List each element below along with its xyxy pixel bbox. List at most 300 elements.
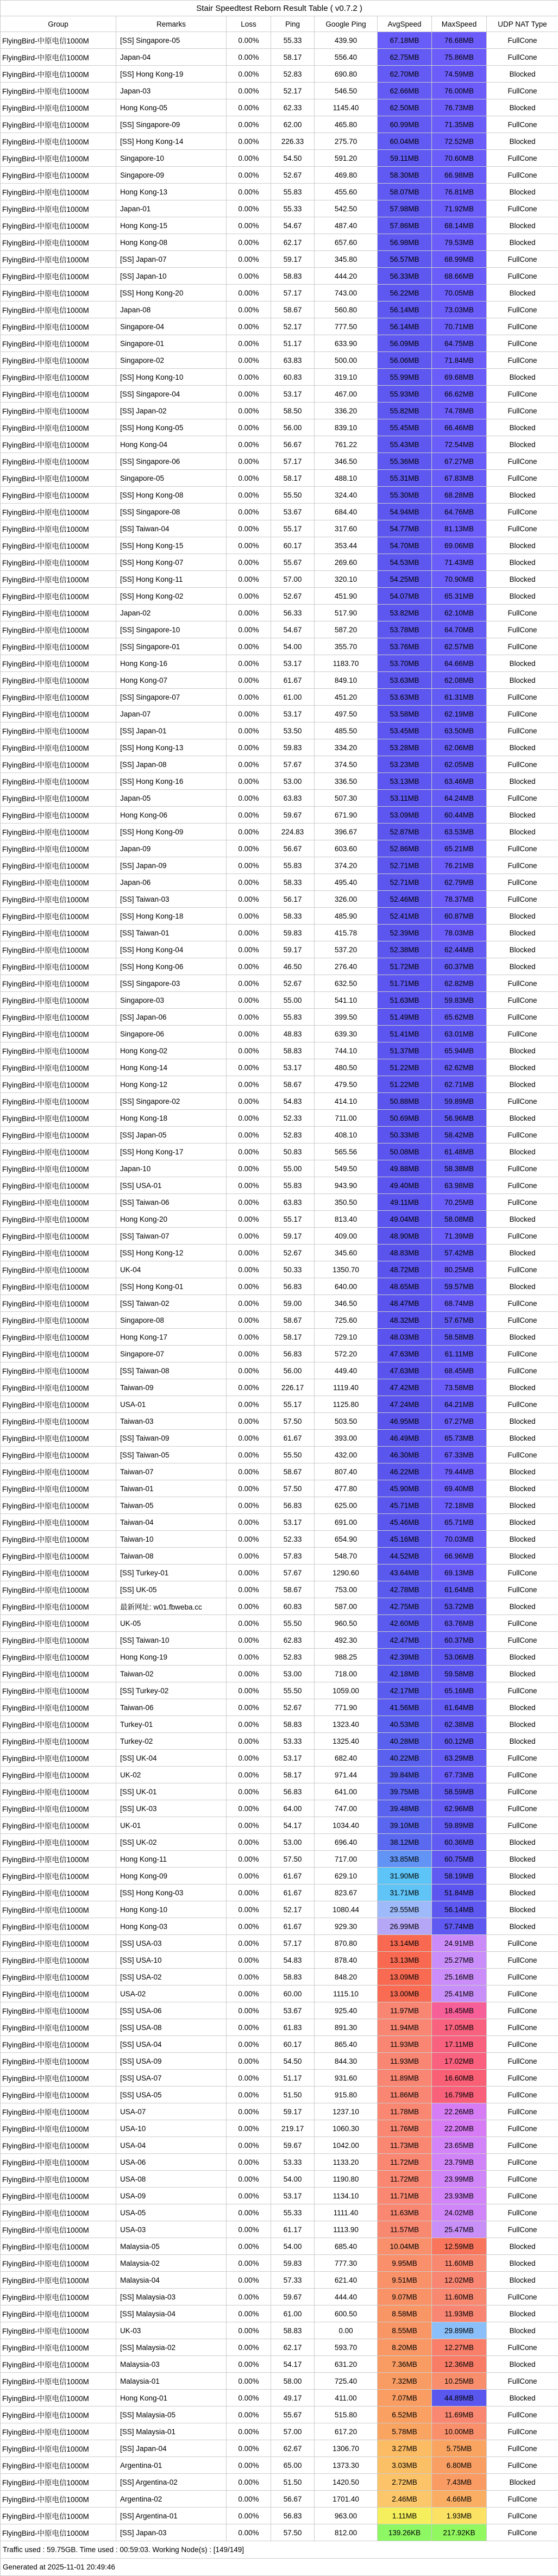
cell-udp-nat-type: FullCone — [487, 2373, 558, 2390]
cell-udp-nat-type: Blocked — [487, 2238, 558, 2255]
cell-maxspeed: 76.21MB — [432, 857, 487, 874]
table-row — [1, 2423, 558, 2440]
cell-remarks: [SS] Hong Kong-15 — [116, 537, 227, 554]
cell-remarks: Singapore-06 — [116, 1026, 227, 1042]
cell-ping: 58.67 — [271, 1076, 315, 1093]
cell-remarks: Taiwan-04 — [116, 1514, 227, 1531]
cell-maxspeed: 69.06MB — [432, 537, 487, 554]
cell-loss: 0.00% — [227, 1278, 271, 1295]
table-row — [1, 1228, 558, 1245]
cell-udp-nat-type: FullCone — [487, 756, 558, 773]
table-row — [1, 2524, 558, 2541]
cell-udp-nat-type: FullCone — [487, 1800, 558, 1817]
cell-maxspeed: 25.47MB — [432, 2221, 487, 2238]
cell-group: FlyingBird-中原电信1000M — [1, 672, 116, 689]
cell-ping: 55.83 — [271, 1177, 315, 1194]
cell-remarks: [SS] Hong Kong-01 — [116, 1278, 227, 1295]
table-row — [1, 773, 558, 790]
table-row — [1, 1127, 558, 1144]
cell-maxspeed: 66.46MB — [432, 419, 487, 436]
cell-group: FlyingBird-中原电信1000M — [1, 1295, 116, 1312]
cell-udp-nat-type: Blocked — [487, 234, 558, 251]
cell-avgspeed: 56.98MB — [378, 234, 432, 251]
cell-ping: 53.67 — [271, 2002, 315, 2019]
cell-udp-nat-type: FullCone — [487, 301, 558, 318]
cell-google-ping: 1119.40 — [315, 1379, 378, 1396]
cell-udp-nat-type: Blocked — [487, 1851, 558, 1868]
cell-avgspeed: 52.71MB — [378, 874, 432, 891]
cell-remarks: [SS] Taiwan-10 — [116, 1632, 227, 1649]
cell-udp-nat-type: Blocked — [487, 1379, 558, 1396]
cell-google-ping: 1350.70 — [315, 1261, 378, 1278]
cell-ping: 62.17 — [271, 234, 315, 251]
cell-group: FlyingBird-中原电信1000M — [1, 739, 116, 756]
cell-google-ping: 1115.10 — [315, 1986, 378, 2002]
cell-maxspeed: 58.58MB — [432, 1329, 487, 1346]
cell-avgspeed: 53.09MB — [378, 807, 432, 824]
cell-group: FlyingBird-中原电信1000M — [1, 49, 116, 66]
cell-udp-nat-type: Blocked — [487, 2390, 558, 2407]
cell-maxspeed: 44.89MB — [432, 2390, 487, 2407]
cell-ping: 58.67 — [271, 1463, 315, 1480]
cell-udp-nat-type: Blocked — [487, 1884, 558, 1901]
cell-udp-nat-type: Blocked — [487, 2356, 558, 2373]
cell-remarks: [SS] Hong Kong-11 — [116, 571, 227, 588]
cell-avgspeed: 11.78MB — [378, 2103, 432, 2120]
cell-group: FlyingBird-中原电信1000M — [1, 1615, 116, 1632]
cell-group: FlyingBird-中原电信1000M — [1, 2474, 116, 2491]
table-row — [1, 1076, 558, 1093]
cell-ping: 55.00 — [271, 1160, 315, 1177]
cell-group: FlyingBird-中原电信1000M — [1, 2390, 116, 2407]
table-row — [1, 2373, 558, 2390]
table-row — [1, 1026, 558, 1042]
cell-udp-nat-type: Blocked — [487, 66, 558, 83]
cell-group: FlyingBird-中原电信1000M — [1, 655, 116, 672]
cell-ping: 49.17 — [271, 2390, 315, 2407]
cell-udp-nat-type: FullCone — [487, 2103, 558, 2120]
cell-avgspeed: 56.09MB — [378, 335, 432, 352]
cell-maxspeed: 64.75MB — [432, 335, 487, 352]
cell-loss: 0.00% — [227, 1059, 271, 1076]
cell-udp-nat-type: FullCone — [487, 857, 558, 874]
cell-google-ping: 507.30 — [315, 790, 378, 807]
cell-loss: 0.00% — [227, 1851, 271, 1868]
cell-udp-nat-type: Blocked — [487, 537, 558, 554]
cell-avgspeed: 51.22MB — [378, 1076, 432, 1093]
cell-google-ping: 537.20 — [315, 941, 378, 958]
cell-remarks: UK-01 — [116, 1817, 227, 1834]
cell-ping: 63.83 — [271, 1194, 315, 1211]
cell-avgspeed: 48.47MB — [378, 1295, 432, 1312]
cell-ping: 57.00 — [271, 571, 315, 588]
cell-group: FlyingBird-中原电信1000M — [1, 1042, 116, 1059]
cell-maxspeed: 25.41MB — [432, 1986, 487, 2002]
cell-google-ping: 943.90 — [315, 1177, 378, 1194]
cell-group: FlyingBird-中原电信1000M — [1, 2204, 116, 2221]
cell-ping: 63.83 — [271, 352, 315, 369]
cell-loss: 0.00% — [227, 1699, 271, 1716]
cell-avgspeed: 31.90MB — [378, 1868, 432, 1884]
cell-avgspeed: 3.27MB — [378, 2440, 432, 2457]
table-row — [1, 1531, 558, 1548]
cell-group: FlyingBird-中原电信1000M — [1, 1884, 116, 1901]
cell-udp-nat-type: Blocked — [487, 1598, 558, 1615]
cell-maxspeed: 23.99MB — [432, 2171, 487, 2188]
cell-loss: 0.00% — [227, 2339, 271, 2356]
cell-loss: 0.00% — [227, 2322, 271, 2339]
cell-udp-nat-type: FullCone — [487, 2221, 558, 2238]
cell-avgspeed: 11.73MB — [378, 2137, 432, 2154]
table-row — [1, 520, 558, 537]
cell-google-ping: 593.70 — [315, 2339, 378, 2356]
cell-loss: 0.00% — [227, 1581, 271, 1598]
cell-ping: 62.33 — [271, 99, 315, 116]
cell-google-ping: 556.40 — [315, 49, 378, 66]
table-row — [1, 2356, 558, 2373]
cell-maxspeed: 56.96MB — [432, 1110, 487, 1127]
cell-group: FlyingBird-中原电信1000M — [1, 840, 116, 857]
cell-remarks: [SS] Taiwan-06 — [116, 1194, 227, 1211]
cell-ping: 55.17 — [271, 1396, 315, 1413]
cell-group: FlyingBird-中原电信1000M — [1, 66, 116, 83]
cell-avgspeed: 139.26KB — [378, 2524, 432, 2541]
cell-google-ping: 1420.50 — [315, 2474, 378, 2491]
cell-remarks: [SS] Japan-08 — [116, 756, 227, 773]
cell-avgspeed: 50.69MB — [378, 1110, 432, 1127]
cell-maxspeed: 11.93MB — [432, 2305, 487, 2322]
cell-udp-nat-type: FullCone — [487, 520, 558, 537]
cell-maxspeed: 51.84MB — [432, 1884, 487, 1901]
cell-maxspeed: 75.86MB — [432, 49, 487, 66]
cell-avgspeed: 62.70MB — [378, 66, 432, 83]
cell-google-ping: 743.00 — [315, 285, 378, 301]
cell-google-ping: 326.00 — [315, 891, 378, 908]
cell-ping: 58.83 — [271, 1042, 315, 1059]
cell-remarks: Singapore-08 — [116, 1312, 227, 1329]
cell-loss: 0.00% — [227, 588, 271, 605]
cell-avgspeed: 53.78MB — [378, 621, 432, 638]
cell-ping: 58.17 — [271, 1329, 315, 1346]
table-row — [1, 2255, 558, 2272]
table-row — [1, 167, 558, 184]
cell-maxspeed: 68.74MB — [432, 1295, 487, 1312]
cell-udp-nat-type: FullCone — [487, 1312, 558, 1329]
cell-google-ping: 848.20 — [315, 1969, 378, 1986]
cell-group: FlyingBird-中原电信1000M — [1, 1312, 116, 1329]
cell-loss: 0.00% — [227, 1834, 271, 1851]
cell-udp-nat-type: Blocked — [487, 672, 558, 689]
cell-remarks: USA-08 — [116, 2171, 227, 2188]
cell-group: FlyingBird-中原电信1000M — [1, 2322, 116, 2339]
cell-remarks: UK-05 — [116, 1615, 227, 1632]
cell-google-ping: 465.80 — [315, 116, 378, 133]
cell-google-ping: 345.80 — [315, 251, 378, 268]
cell-remarks: [SS] Singapore-05 — [116, 32, 227, 49]
cell-maxspeed: 16.60MB — [432, 2070, 487, 2087]
table-row — [1, 1800, 558, 1817]
cell-udp-nat-type: Blocked — [487, 487, 558, 504]
cell-ping: 54.67 — [271, 217, 315, 234]
cell-ping: 56.17 — [271, 891, 315, 908]
cell-udp-nat-type: FullCone — [487, 975, 558, 992]
cell-loss: 0.00% — [227, 2440, 271, 2457]
cell-maxspeed: 62.62MB — [432, 1059, 487, 1076]
cell-google-ping: 469.80 — [315, 167, 378, 184]
cell-google-ping: 0.00 — [315, 2322, 378, 2339]
cell-group: FlyingBird-中原电信1000M — [1, 167, 116, 184]
cell-udp-nat-type: Blocked — [487, 925, 558, 941]
cell-maxspeed: 12.27MB — [432, 2339, 487, 2356]
cell-avgspeed: 51.72MB — [378, 958, 432, 975]
cell-avgspeed: 48.90MB — [378, 1228, 432, 1245]
cell-udp-nat-type: Blocked — [487, 1733, 558, 1750]
cell-maxspeed: 60.37MB — [432, 958, 487, 975]
cell-maxspeed: 63.01MB — [432, 1026, 487, 1042]
cell-google-ping: 1701.40 — [315, 2491, 378, 2508]
cell-loss: 0.00% — [227, 1817, 271, 1834]
table-row — [1, 133, 558, 150]
cell-loss: 0.00% — [227, 2474, 271, 2491]
cell-ping: 46.50 — [271, 958, 315, 975]
cell-udp-nat-type: FullCone — [487, 1346, 558, 1362]
cell-ping: 59.83 — [271, 739, 315, 756]
cell-remarks: [SS] Singapore-07 — [116, 689, 227, 706]
cell-loss: 0.00% — [227, 352, 271, 369]
cell-udp-nat-type: Blocked — [487, 1497, 558, 1514]
cell-udp-nat-type: FullCone — [487, 891, 558, 908]
cell-loss: 0.00% — [227, 1261, 271, 1278]
cell-google-ping: 657.60 — [315, 234, 378, 251]
cell-group: FlyingBird-中原电信1000M — [1, 1531, 116, 1548]
cell-avgspeed: 54.25MB — [378, 571, 432, 588]
cell-ping: 54.83 — [271, 1952, 315, 1969]
footer-generated-row — [1, 2559, 558, 2576]
cell-google-ping: 696.40 — [315, 1834, 378, 1851]
cell-maxspeed: 65.16MB — [432, 1682, 487, 1699]
cell-avgspeed: 52.87MB — [378, 824, 432, 840]
cell-avgspeed: 49.88MB — [378, 1160, 432, 1177]
cell-group: FlyingBird-中原电信1000M — [1, 2407, 116, 2423]
cell-group: FlyingBird-中原电信1000M — [1, 571, 116, 588]
cell-remarks: [SS] Singapore-04 — [116, 386, 227, 403]
cell-udp-nat-type: FullCone — [487, 2339, 558, 2356]
cell-avgspeed: 49.04MB — [378, 1211, 432, 1228]
cell-ping: 55.50 — [271, 1615, 315, 1632]
table-row — [1, 32, 558, 49]
table-row — [1, 1160, 558, 1177]
table-row — [1, 1851, 558, 1868]
table-row — [1, 1581, 558, 1598]
cell-group: FlyingBird-中原电信1000M — [1, 419, 116, 436]
cell-remarks: [SS] Hong Kong-05 — [116, 419, 227, 436]
cell-google-ping: 414.10 — [315, 1093, 378, 1110]
cell-maxspeed: 66.96MB — [432, 1548, 487, 1565]
cell-google-ping: 275.70 — [315, 133, 378, 150]
cell-loss: 0.00% — [227, 908, 271, 925]
cell-google-ping: 771.90 — [315, 1699, 378, 1716]
cell-ping: 56.83 — [271, 2508, 315, 2524]
cell-ping: 61.67 — [271, 1868, 315, 1884]
cell-ping: 58.83 — [271, 2322, 315, 2339]
cell-remarks: USA-05 — [116, 2204, 227, 2221]
table-row — [1, 487, 558, 504]
table-row — [1, 925, 558, 941]
cell-group: FlyingBird-中原电信1000M — [1, 1750, 116, 1767]
cell-udp-nat-type: FullCone — [487, 1093, 558, 1110]
table-row — [1, 1699, 558, 1716]
cell-ping: 52.33 — [271, 1110, 315, 1127]
cell-google-ping: 408.10 — [315, 1127, 378, 1144]
cell-ping: 52.17 — [271, 1901, 315, 1918]
cell-loss: 0.00% — [227, 1783, 271, 1800]
cell-loss: 0.00% — [227, 1228, 271, 1245]
table-row — [1, 2238, 558, 2255]
cell-udp-nat-type: Blocked — [487, 807, 558, 824]
cell-udp-nat-type: Blocked — [487, 554, 558, 571]
cell-loss: 0.00% — [227, 83, 271, 99]
cell-loss: 0.00% — [227, 1009, 271, 1026]
cell-udp-nat-type: FullCone — [487, 1447, 558, 1463]
cell-group: FlyingBird-中原电信1000M — [1, 756, 116, 773]
cell-avgspeed: 39.48MB — [378, 1800, 432, 1817]
cell-avgspeed: 44.52MB — [378, 1548, 432, 1565]
cell-maxspeed: 76.00MB — [432, 83, 487, 99]
cell-avgspeed: 13.13MB — [378, 1952, 432, 1969]
cell-avgspeed: 47.42MB — [378, 1379, 432, 1396]
cell-group: FlyingBird-中原电信1000M — [1, 1245, 116, 1261]
cell-maxspeed: 69.13MB — [432, 1565, 487, 1581]
cell-group: FlyingBird-中原电信1000M — [1, 537, 116, 554]
cell-avgspeed: 42.75MB — [378, 1598, 432, 1615]
cell-google-ping: 517.90 — [315, 605, 378, 621]
cell-avgspeed: 53.45MB — [378, 722, 432, 739]
cell-ping: 55.00 — [271, 992, 315, 1009]
cell-group: FlyingBird-中原电信1000M — [1, 83, 116, 99]
cell-remarks: [SS] USA-03 — [116, 1935, 227, 1952]
cell-group: FlyingBird-中原电信1000M — [1, 1211, 116, 1228]
cell-group: FlyingBird-中原电信1000M — [1, 925, 116, 941]
cell-ping: 52.67 — [271, 588, 315, 605]
cell-google-ping: 587.00 — [315, 1598, 378, 1615]
cell-google-ping: 548.70 — [315, 1548, 378, 1565]
table-row — [1, 722, 558, 739]
cell-google-ping: 777.30 — [315, 2255, 378, 2272]
cell-google-ping: 640.00 — [315, 1278, 378, 1295]
table-row — [1, 352, 558, 369]
cell-remarks: Hong Kong-18 — [116, 1110, 227, 1127]
cell-remarks: USA-03 — [116, 2221, 227, 2238]
cell-group: FlyingBird-中原电信1000M — [1, 116, 116, 133]
cell-maxspeed: 1.93MB — [432, 2508, 487, 2524]
cell-ping: 52.83 — [271, 1127, 315, 1144]
cell-maxspeed: 62.96MB — [432, 1800, 487, 1817]
table-row — [1, 2457, 558, 2474]
table-row — [1, 1817, 558, 1834]
cell-udp-nat-type: Blocked — [487, 2255, 558, 2272]
cell-group: FlyingBird-中原电信1000M — [1, 436, 116, 453]
cell-maxspeed: 59.89MB — [432, 1093, 487, 1110]
cell-loss: 0.00% — [227, 1362, 271, 1379]
cell-udp-nat-type: FullCone — [487, 1565, 558, 1581]
cell-maxspeed: 24.91MB — [432, 1935, 487, 1952]
cell-loss: 0.00% — [227, 2137, 271, 2154]
cell-group: FlyingBird-中原电信1000M — [1, 1682, 116, 1699]
table-row — [1, 1042, 558, 1059]
table-row — [1, 369, 558, 386]
cell-avgspeed: 52.38MB — [378, 941, 432, 958]
cell-loss: 0.00% — [227, 520, 271, 537]
cell-ping: 55.17 — [271, 520, 315, 537]
table-row — [1, 824, 558, 840]
cell-loss: 0.00% — [227, 1632, 271, 1649]
cell-avgspeed: 55.31MB — [378, 470, 432, 487]
cell-google-ping: 729.10 — [315, 1329, 378, 1346]
cell-google-ping: 744.10 — [315, 1042, 378, 1059]
cell-udp-nat-type: Blocked — [487, 1110, 558, 1127]
cell-avgspeed: 9.51MB — [378, 2272, 432, 2289]
cell-ping: 57.17 — [271, 1935, 315, 1952]
table-row — [1, 436, 558, 453]
cell-udp-nat-type: FullCone — [487, 2070, 558, 2087]
cell-maxspeed: 64.70MB — [432, 621, 487, 638]
cell-ping: 54.83 — [271, 1093, 315, 1110]
table-row — [1, 1901, 558, 1918]
cell-maxspeed: 53.06MB — [432, 1649, 487, 1666]
cell-ping: 52.67 — [271, 975, 315, 992]
cell-loss: 0.00% — [227, 403, 271, 419]
cell-avgspeed: 59.11MB — [378, 150, 432, 167]
cell-google-ping: 925.40 — [315, 2002, 378, 2019]
cell-udp-nat-type: FullCone — [487, 150, 558, 167]
cell-ping: 58.33 — [271, 908, 315, 925]
cell-loss: 0.00% — [227, 419, 271, 436]
cell-ping: 53.67 — [271, 504, 315, 520]
cell-google-ping: 324.40 — [315, 487, 378, 504]
cell-maxspeed: 66.98MB — [432, 167, 487, 184]
cell-loss: 0.00% — [227, 1750, 271, 1767]
cell-maxspeed: 70.03MB — [432, 1531, 487, 1548]
cell-maxspeed: 62.82MB — [432, 975, 487, 992]
cell-google-ping: 963.00 — [315, 2508, 378, 2524]
cell-maxspeed: 63.98MB — [432, 1177, 487, 1194]
cell-google-ping: 1306.70 — [315, 2440, 378, 2457]
cell-remarks: [SS] UK-03 — [116, 1800, 227, 1817]
cell-loss: 0.00% — [227, 857, 271, 874]
cell-loss: 0.00% — [227, 790, 271, 807]
cell-ping: 61.00 — [271, 689, 315, 706]
cell-ping: 55.67 — [271, 2407, 315, 2423]
cell-maxspeed: 12.59MB — [432, 2238, 487, 2255]
cell-group: FlyingBird-中原电信1000M — [1, 1497, 116, 1514]
cell-remarks: [SS] Hong Kong-17 — [116, 1144, 227, 1160]
cell-ping: 53.17 — [271, 1059, 315, 1076]
table-row — [1, 285, 558, 301]
cell-remarks: [SS] Japan-04 — [116, 2440, 227, 2457]
cell-group: FlyingBird-中原电信1000M — [1, 1952, 116, 1969]
cell-udp-nat-type: FullCone — [487, 470, 558, 487]
cell-loss: 0.00% — [227, 2120, 271, 2137]
cell-ping: 58.00 — [271, 2373, 315, 2390]
cell-google-ping: 718.00 — [315, 1666, 378, 1682]
cell-group: FlyingBird-中原电信1000M — [1, 908, 116, 925]
cell-google-ping: 480.50 — [315, 1059, 378, 1076]
cell-google-ping: 813.40 — [315, 1211, 378, 1228]
cell-google-ping: 1325.40 — [315, 1733, 378, 1750]
cell-remarks: Singapore-09 — [116, 167, 227, 184]
cell-maxspeed: 71.84MB — [432, 352, 487, 369]
cell-avgspeed: 55.36MB — [378, 453, 432, 470]
